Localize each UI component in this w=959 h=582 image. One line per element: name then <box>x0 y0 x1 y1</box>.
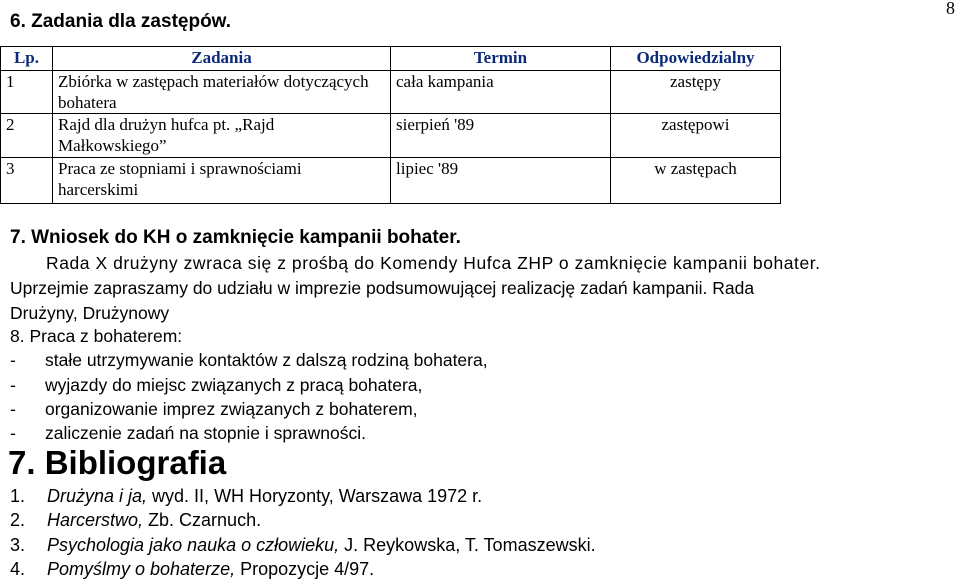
bibliography-item <box>10 486 483 507</box>
cell-lp: 1 <box>1 71 53 114</box>
section-6-heading: 6. Zadania dla zastępów. <box>10 11 232 32</box>
cell-responsible: zastępy <box>611 71 781 114</box>
bib-number: 1. <box>10 486 26 506</box>
bib-number: 3. <box>10 535 26 555</box>
cell-lp: 3 <box>1 158 53 204</box>
section-7-heading: 7. Wniosek do KH o zamknięcie kampanii bohater. <box>10 227 461 248</box>
list-dash: - <box>10 423 16 443</box>
header-lp: Lp. <box>1 47 53 71</box>
list-item-text: organizowanie imprez związanych z bohaterem, <box>45 399 418 419</box>
bib-title: Harcerstwo, <box>47 510 144 530</box>
header-responsible: Odpowiedzialny <box>611 47 781 71</box>
text: Rada X drużyny zwraca się z prośbą do Komendy Hufca ZHP o zamknięcie kampanii bohater. <box>46 253 821 273</box>
tasks-table <box>0 46 781 204</box>
line-words <box>46 253 950 274</box>
bib-title: Psychologia jako nauka o człowieku, <box>47 535 340 555</box>
bib-number: 2. <box>10 510 26 530</box>
table-row <box>1 114 781 158</box>
cell-task: Rajd dla drużyn hufca pt. „Rajd Małkowskiego” <box>53 114 391 158</box>
list-dash: - <box>10 350 16 370</box>
cell-responsible: zastępowi <box>611 114 781 158</box>
bib-details: wyd. II, WH Horyzonty, Warszawa 1972 r. <box>147 486 483 506</box>
section-7-line-3: Drużyny, Drużynowy <box>10 303 170 323</box>
list-item-text: zaliczenie zadań na stopnie i sprawności. <box>45 423 367 443</box>
cell-term: lipiec '89 <box>391 158 611 204</box>
list-item <box>10 423 367 444</box>
list-item-text: wyjazdy do miejsc związanych z pracą bohatera, <box>45 375 423 395</box>
cell-lp: 2 <box>1 114 53 158</box>
table-row <box>1 158 781 204</box>
bib-number: 4. <box>10 559 26 579</box>
page-number: 8 <box>946 0 955 18</box>
list-item-text: stałe utrzymywanie kontaktów z dalszą rodziną bohatera, <box>45 350 488 370</box>
cell-term: sierpień '89 <box>391 114 611 158</box>
cell-term: cała kampania <box>391 71 611 114</box>
table-header-row <box>1 47 781 71</box>
bibliography-heading: 7. Bibliografia <box>8 444 227 481</box>
cell-task: Praca ze stopniami i sprawnościami harcerskimi <box>53 158 391 204</box>
bibliography-item <box>10 535 596 556</box>
list-item <box>10 399 418 420</box>
section-7-line-1 <box>46 253 950 274</box>
table-row <box>1 71 781 114</box>
bib-details: Zb. Czarnuch. <box>143 510 262 530</box>
bib-details: J. Reykowska, T. Tomaszewski. <box>339 535 596 555</box>
list-item <box>10 375 423 396</box>
bibliography-item <box>10 559 375 580</box>
list-item <box>10 350 488 371</box>
bib-details: Propozycje 4/97. <box>235 559 375 579</box>
bib-title: Drużyna i ja, <box>47 486 148 506</box>
section-8-heading: 8. Praca z bohaterem: <box>10 326 183 346</box>
header-term: Termin <box>391 47 611 71</box>
header-task: Zadania <box>53 47 391 71</box>
section-7-line-2: Uprzejmie zapraszamy do udziału w imprezie podsumowującej realizację zadań kampanii. Rada <box>10 278 755 298</box>
cell-task: Zbiórka w zastępach materiałów dotyczących bohatera <box>53 71 391 114</box>
list-dash: - <box>10 375 16 395</box>
bibliography-item <box>10 510 262 531</box>
cell-responsible: w zastępach <box>611 158 781 204</box>
bib-title: Pomyślmy o bohaterze, <box>47 559 236 579</box>
list-dash: - <box>10 399 16 419</box>
